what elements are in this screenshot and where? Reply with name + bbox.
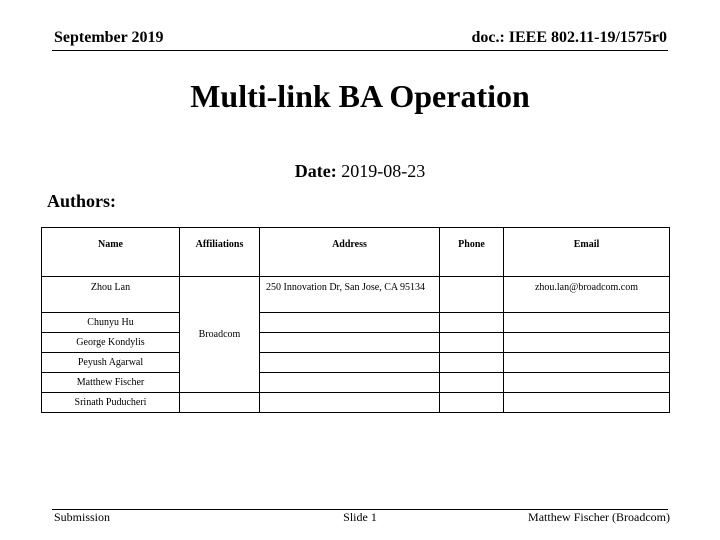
col-header-address: Address (260, 228, 440, 277)
author-email (504, 333, 670, 353)
authors-table (41, 227, 670, 413)
table-row (42, 333, 670, 353)
author-address (260, 373, 440, 393)
author-name: Srinath Puducheri (42, 393, 180, 413)
author-address (260, 393, 440, 413)
author-email (504, 373, 670, 393)
footer-author: Matthew Fischer (Broadcom) (528, 510, 670, 524)
date-line (0, 161, 720, 182)
author-address (260, 333, 440, 353)
author-name: George Kondylis (42, 333, 180, 353)
table-row (42, 277, 670, 313)
author-name: Chunyu Hu (42, 313, 180, 333)
author-phone (440, 313, 504, 333)
footer-slide-number: Slide 1 (343, 510, 377, 524)
author-email (504, 313, 670, 333)
date-value: 2019-08-23 (341, 161, 426, 181)
table-row (42, 393, 670, 413)
author-address (260, 313, 440, 333)
author-email (504, 353, 670, 373)
author-phone (440, 373, 504, 393)
author-phone (440, 353, 504, 373)
author-phone (440, 393, 504, 413)
footer-submission: Submission (54, 510, 111, 524)
header-divider (52, 50, 668, 51)
table-header-row (42, 228, 670, 277)
author-email (504, 393, 670, 413)
author-phone (440, 277, 504, 313)
author-address (260, 353, 440, 373)
table-row (42, 373, 670, 393)
col-header-email: Email (504, 228, 670, 277)
author-name: Zhou Lan (42, 277, 180, 313)
author-email: zhou.lan@broadcom.com (504, 277, 670, 313)
table-row (42, 353, 670, 373)
header-doc-id: doc.: IEEE 802.11-19/1575r0 (471, 29, 667, 46)
date-label: Date: (294, 161, 337, 181)
table-row (42, 313, 670, 333)
author-phone (440, 333, 504, 353)
authors-heading: Authors: (47, 191, 117, 211)
col-header-affiliations: Affiliations (180, 228, 260, 277)
author-address: 250 Innovation Dr, San Jose, CA 95134 (260, 277, 440, 313)
header-date: September 2019 (54, 29, 164, 46)
slide-title: Multi-link BA Operation (190, 78, 530, 114)
author-affiliation: Broadcom (180, 277, 260, 393)
author-name: Peyush Agarwal (42, 353, 180, 373)
author-name: Matthew Fischer (42, 373, 180, 393)
col-header-name: Name (42, 228, 180, 277)
col-header-phone: Phone (440, 228, 504, 277)
author-affiliation-empty (180, 393, 260, 413)
